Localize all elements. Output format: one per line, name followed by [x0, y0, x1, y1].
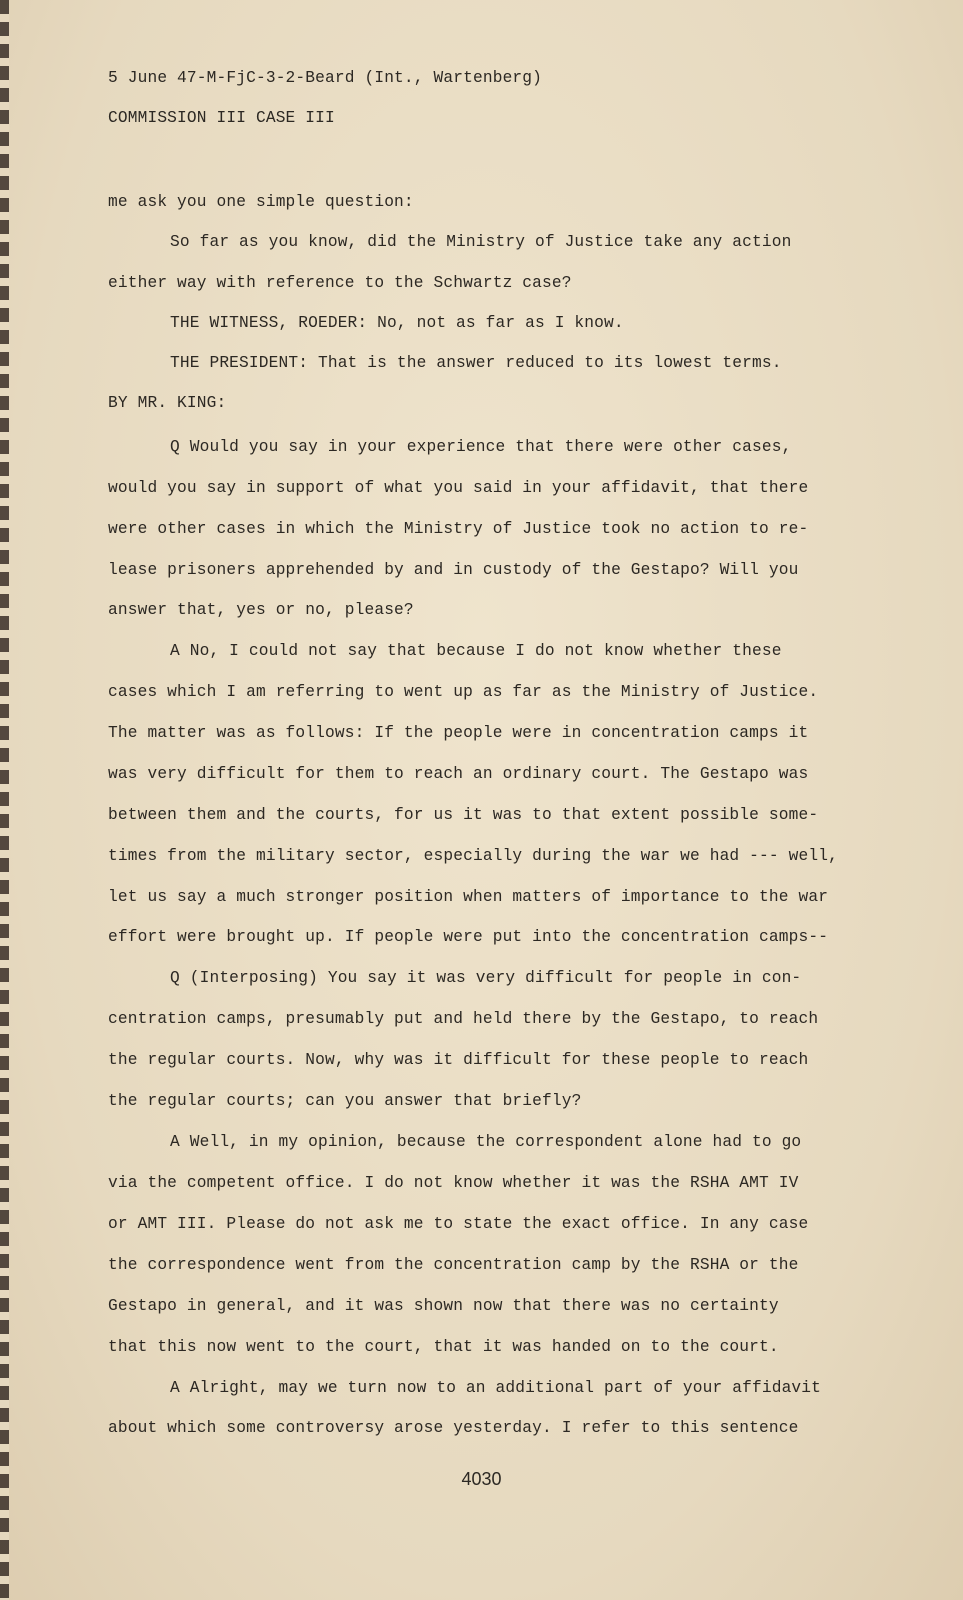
body-line: answer that, yes or no, please? — [108, 601, 414, 619]
body-line: that this now went to the court, that it was handed on to the court. — [108, 1338, 779, 1356]
body-line: the regular courts. Now, why was it difficult for these people to reach — [108, 1051, 809, 1069]
body-line: the regular courts; can you answer that briefly? — [108, 1092, 582, 1110]
body-line: A Alright, may we turn now to an additional part of your affidavit — [170, 1379, 822, 1397]
body-line: THE PRESIDENT: That is the answer reduced to its lowest terms. — [170, 354, 782, 372]
body-line: about which some controversy arose yesterday. I refer to this sentence — [108, 1419, 799, 1437]
body-line: either way with reference to the Schwartz case? — [108, 274, 572, 292]
body-line: Gestapo in general, and it was shown now that there was no certainty — [108, 1297, 779, 1315]
body-line: times from the military sector, especially during the war we had --- well, — [108, 847, 838, 865]
body-line: were other cases in which the Ministry of Justice took no action to re- — [108, 520, 809, 538]
body-line: cases which I am referring to went up as far as the Ministry of Justice. — [108, 683, 819, 701]
header-session-line: 5 June 47-M-FjC-3-2-Beard (Int., Wartenberg) — [108, 69, 543, 87]
body-line: A No, I could not say that because I do not know whether these — [170, 642, 782, 660]
body-line: So far as you know, did the Ministry of Justice take any action — [170, 233, 792, 251]
body-line: centration camps, presumably put and held there by the Gestapo, to reach — [108, 1010, 819, 1028]
body-line: via the competent office. I do not know whether it was the RSHA AMT IV — [108, 1174, 799, 1192]
body-line: BY MR. KING: — [108, 394, 227, 412]
body-line: Q Would you say in your experience that there were other cases, — [170, 438, 792, 456]
header-commission-line: COMMISSION III CASE III — [108, 109, 335, 127]
body-line: or AMT III. Please do not ask me to state the exact office. In any case — [108, 1215, 809, 1233]
body-line: The matter was as follows: If the people were in concentration camps it — [108, 724, 809, 742]
body-line: between them and the courts, for us it was to that extent possible some- — [108, 806, 819, 824]
body-line: lease prisoners apprehended by and in custody of the Gestapo? Will you — [108, 561, 799, 579]
body-line: was very difficult for them to reach an ordinary court. The Gestapo was — [108, 765, 809, 783]
page-number: 4030 — [461, 1469, 502, 1489]
body-line: the correspondence went from the concentration camp by the RSHA or the — [108, 1256, 799, 1274]
body-line: THE WITNESS, ROEDER: No, not as far as I know. — [170, 314, 624, 332]
body-line: A Well, in my opinion, because the correspondent alone had to go — [170, 1133, 802, 1151]
body-line: Q (Interposing) You say it was very difficult for people in con- — [170, 969, 802, 987]
body-line: effort were brought up. If people were put into the concentration camps-- — [108, 928, 829, 946]
body-line: me ask you one simple question: — [108, 193, 414, 211]
body-line: would you say in support of what you said in your affidavit, that there — [108, 479, 809, 497]
binding-holes — [0, 0, 9, 1600]
body-line: let us say a much stronger position when matters of importance to the war — [108, 888, 829, 906]
